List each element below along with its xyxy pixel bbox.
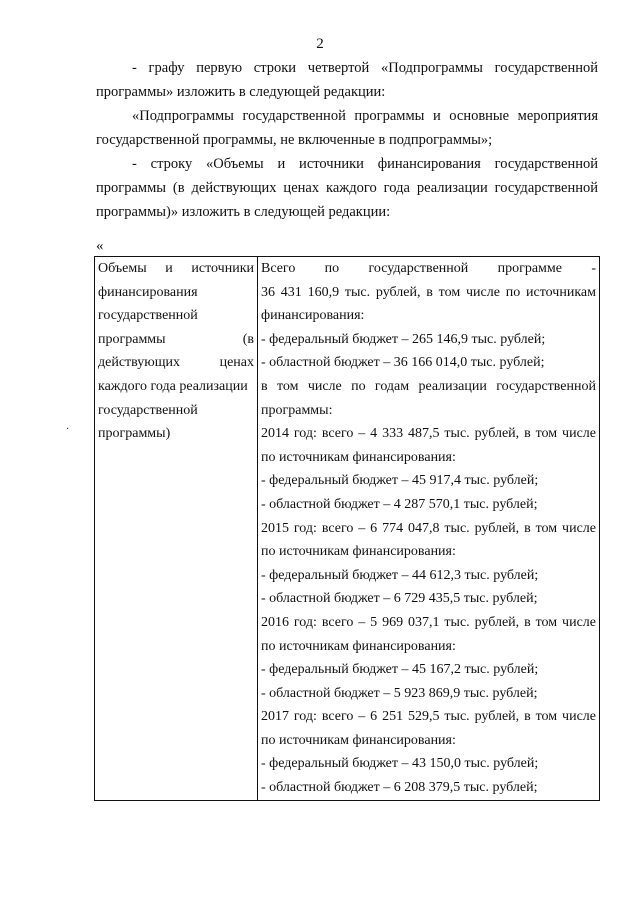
right-line: - областной бюджет – 6 729 435,5 тыс. рублей; [261,591,538,607]
right-line: - областной бюджет – 5 923 869,9 тыс. рублей; [261,685,538,701]
left-line: программы) [98,426,171,442]
right-line: программы: [261,402,333,418]
right-line: - областной бюджет – 36 166 014,0 тыс. рублей; [261,355,545,371]
left-line: каждого года реализации [98,378,248,394]
right-line: 2015 год: всего – 6 774 047,8 тыс. рублей, в том числе [261,520,596,536]
funding-label-cell [95,257,258,801]
right-line: - областной бюджет – 6 208 379,5 тыс. рублей; [261,780,538,796]
right-line: - федеральный бюджет – 45 167,2 тыс. рублей; [261,662,539,678]
left-line: государственной [98,308,198,324]
paragraph-funding-instruction: - строку «Объемы и источники финансирования государственной программы (в действующих ценах каждого года реализации государственной программы)» изложить в следующей редакции: [96,156,598,220]
right-line: по источникам финансирования: [261,449,456,465]
right-line: 2016 год: всего – 5 969 037,1 тыс. рублей, в том числе [261,614,596,630]
right-line: по источникам финансирования: [261,544,456,560]
right-line: - областной бюджет – 4 287 570,1 тыс. рублей; [261,496,538,512]
right-line: 2017 год: всего – 6 251 529,5 тыс. рублей, в том числе [261,709,596,725]
right-line: - федеральный бюджет – 265 146,9 тыс. рублей; [261,331,546,347]
left-line: Объемы и источники [98,261,254,276]
right-line: Всего по государственной программе - [261,261,596,276]
paragraph-column-instruction: - графу первую строки четвертой «Подпрограммы государственной программы» изложить в следующей редакции: [96,60,598,100]
stray-mark: · [66,424,70,435]
funding-value-cell [258,257,600,801]
opening-quote-mark: « [96,238,104,254]
right-line: 36 431 160,9 тыс. рублей, в том числе по источникам [261,284,596,300]
right-line: в том числе по годам реализации государственной [261,378,596,394]
page-number: 2 [316,36,324,52]
paragraph-subprograms-quote: «Подпрограммы государственной программы и основные мероприятия государственной программы, не включенные в подпрограммы»; [96,108,598,148]
table-row [95,257,600,801]
right-line: по источникам финансирования: [261,638,456,654]
right-line: по источникам финансирования: [261,732,456,748]
right-line: - федеральный бюджет – 43 150,0 тыс. рублей; [261,756,539,772]
right-line: 2014 год: всего – 4 333 487,5 тыс. рублей, в том числе [261,426,596,442]
left-line: действующих ценах [98,355,254,371]
left-line: программы (в [98,331,254,347]
right-line: - федеральный бюджет – 44 612,3 тыс. рублей; [261,567,539,583]
right-line: - федеральный бюджет – 45 917,4 тыс. рублей; [261,473,539,489]
left-line: государственной [98,402,198,418]
right-line: финансирования: [261,308,365,324]
left-line: финансирования [98,284,198,300]
funding-table [94,256,600,801]
